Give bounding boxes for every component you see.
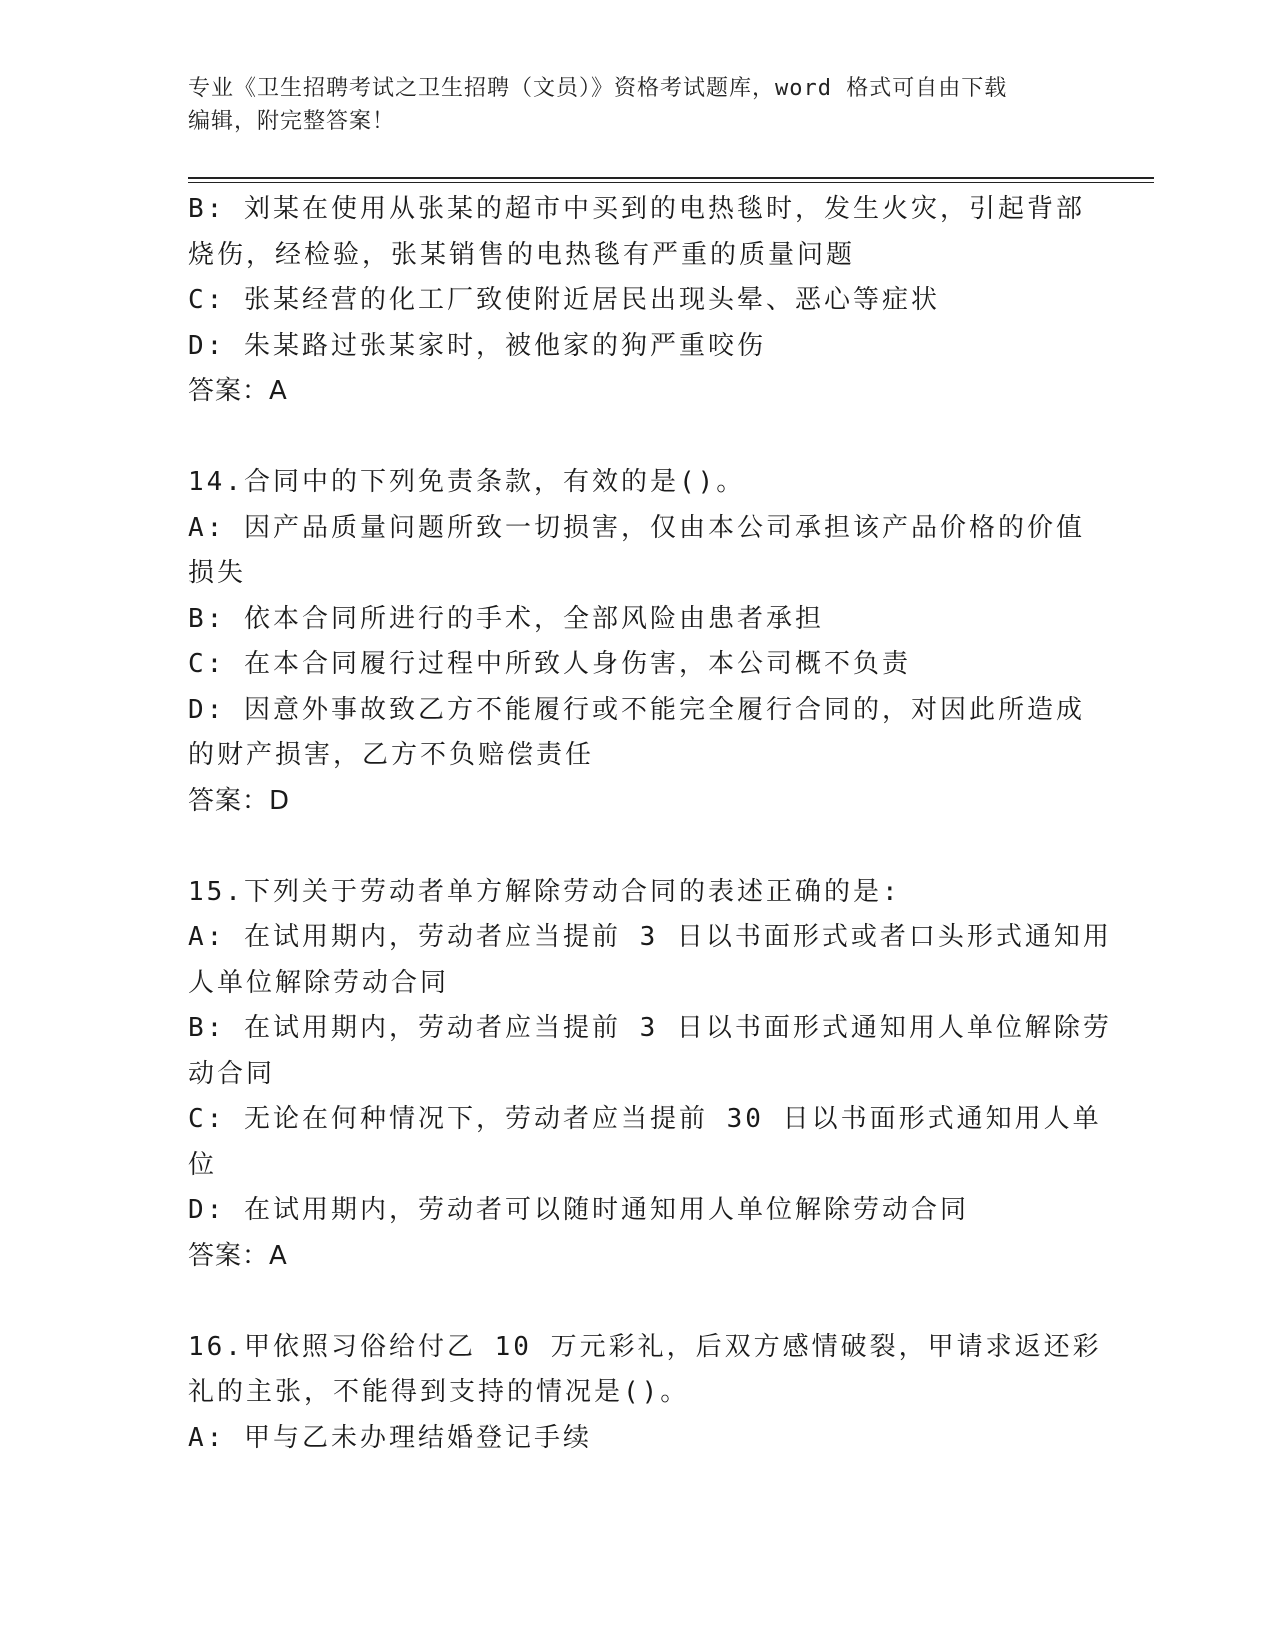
- question-16: [188, 1325, 1102, 1462]
- option-d-line-1: D: 因意外事故致乙方不能履行或不能完全履行合同的，对因此所造成: [188, 694, 1085, 725]
- option-d: D: 在试用期内，劳动者可以随时通知用人单位解除劳动合同: [188, 1195, 969, 1225]
- question-14: [188, 460, 1088, 824]
- option-c-line-2: 位: [188, 1149, 218, 1180]
- question-stem-line-2: 礼的主张，不能得到支持的情况是()。: [188, 1377, 690, 1407]
- question-13-continued: [188, 187, 1088, 415]
- option-a-line-2: 人单位解除劳动合同: [188, 967, 450, 998]
- header-rule-thin: [188, 182, 1154, 183]
- option-c: C: 在本合同履行过程中所致人身伤害，本公司概不负责: [188, 649, 911, 679]
- option-b-line-2: 动合同: [188, 1058, 276, 1089]
- answer: 答案：A: [188, 1240, 288, 1271]
- option-c: C: 张某经营的化工厂致使附近居民出现头晕、恶心等症状: [188, 285, 940, 315]
- header-line-2: 编辑，附完整答案！: [188, 109, 396, 134]
- option-a-line-1: A: 在试用期内，劳动者应当提前 3 日以书面形式或者口头形式通知用: [188, 922, 1112, 952]
- question-stem-line-1: 16.甲依照习俗给付乙 10 万元彩礼，后双方感情破裂，甲请求返还彩: [188, 1331, 1102, 1362]
- document-header: [188, 72, 1088, 138]
- question-stem: 14.合同中的下列免责条款，有效的是()。: [188, 467, 746, 497]
- header-rule-thick: [188, 177, 1154, 179]
- header-line-1: 专业《卫生招聘考试之卫生招聘（文员）》资格考试题库，word 格式可自由下载: [188, 76, 1008, 101]
- option-a-line-1: A: 因产品质量问题所致一切损害，仅由本公司承担该产品价格的价值: [188, 512, 1085, 543]
- option-d-line-2: 的财产损害，乙方不负赔偿责任: [188, 740, 595, 770]
- option-b-line-1: B: 刘某在使用从张某的超市中买到的电热毯时，发生火灾，引起背部: [188, 194, 1085, 224]
- option-a-line-2: 损失: [188, 558, 247, 588]
- option-b-line-2: 烧伤，经检验，张某销售的电热毯有严重的质量问题: [188, 239, 856, 270]
- option-d: D: 朱某路过张某家时，被他家的狗严重咬伤: [188, 330, 766, 361]
- question-stem: 15.下列关于劳动者单方解除劳动合同的表述正确的是:: [188, 876, 901, 907]
- answer: 答案：A: [188, 376, 288, 406]
- question-15: [188, 870, 1112, 1280]
- question-content: [188, 187, 1112, 1461]
- answer: 答案：D: [188, 785, 291, 816]
- option-a: A: 甲与乙未办理结婚登记手续: [188, 1422, 592, 1453]
- option-b: B: 依本合同所进行的手术，全部风险由患者承担: [188, 603, 824, 634]
- option-c-line-1: C: 无论在何种情况下，劳动者应当提前 30 日以书面形式通知用人单: [188, 1104, 1102, 1134]
- option-b-line-1: B: 在试用期内，劳动者应当提前 3 日以书面形式通知用人单位解除劳: [188, 1013, 1112, 1043]
